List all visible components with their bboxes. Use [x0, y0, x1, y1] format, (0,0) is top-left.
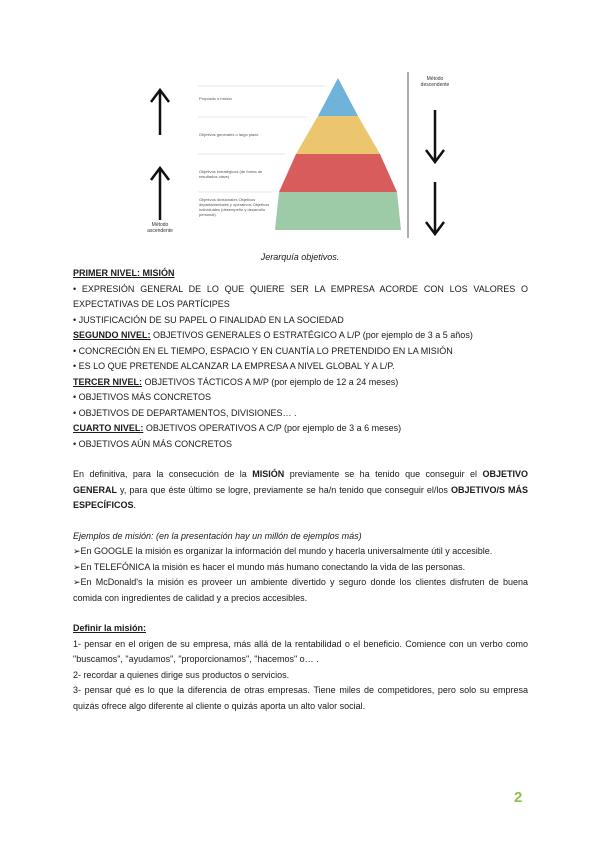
level-3-bullet: • OBJETIVOS DE DEPARTAMENTOS, DIVISIONES… .	[73, 407, 297, 418]
page-number: 2	[514, 789, 523, 806]
left-method-label: Método ascendente	[147, 222, 173, 234]
summary-text: previamente se ha tenido que conseguir el	[284, 469, 483, 479]
define-title: Definir la misión:	[73, 623, 147, 633]
summary-text: y, para que éste último se logre, previamente se ha/n tenido que conseguir el/los	[117, 484, 451, 495]
up-arrow-icon	[151, 90, 169, 135]
tier-3-label: Objetivos estratégicos (de forma de resultados clave)	[199, 169, 263, 179]
example-item: ➢En McDonald's la misión es proveer un ambiente divertido y seguro donde los clientes disfruten de buena comida con ingredientes de calidad y a precios accesibles.	[73, 577, 528, 603]
pyramid-tier-4	[275, 192, 401, 230]
level-3-title: TERCER NIVEL:	[73, 376, 143, 387]
down-arrow-icon	[426, 182, 444, 234]
summary-text: En definitiva, para la consecución de la	[73, 469, 253, 479]
up-arrow-icon	[151, 168, 169, 220]
summary-paragraph	[73, 467, 528, 514]
pyramid-tier-1	[318, 78, 358, 116]
right-method-label: Método descendente	[420, 76, 450, 88]
level-4-title: CUARTO NIVEL:	[73, 423, 144, 433]
pyramid-tier-2	[296, 116, 380, 154]
tier-2-label: Objetivos generales o largo plazo	[199, 132, 259, 137]
example-item: ➢En TELEFÓNICA la misión es hacer el mundo más humano conectando la vida de las personas.	[73, 561, 466, 572]
level-4-bullet: • OBJETIVOS AÚN MÁS CONCRETOS	[73, 438, 233, 449]
summary-bold: OBJETIVO/S MÁS ESPECÍFICOS	[73, 484, 528, 510]
level-2-bullet: • ES LO QUE PRETENDE ALCANZAR LA EMPRESA A NIVEL GLOBAL Y A L/P.	[73, 361, 395, 371]
summary-bold: OBJETIVO GENERAL	[73, 469, 528, 495]
pyramid-diagram	[140, 70, 460, 250]
level-4-desc: OBJETIVOS OPERATIVOS A C/P (por ejemplo de 3 a 6 meses)	[143, 423, 402, 433]
define-step: 2- recordar a quienes dirige sus productos o servicios.	[73, 669, 290, 680]
examples-title: Ejemplos de misión: (en la presentación hay un millón de ejemplos más)	[73, 530, 362, 541]
tier-1-label: Propósito o misión	[199, 96, 232, 101]
tier-4-label: Objetivos divisionales Objetivos departamentales y operativos Objetivos individuales (desempeño y desarrollo personal)	[199, 197, 270, 217]
level-3-bullet: • OBJETIVOS MÁS CONCRETOS	[73, 392, 212, 402]
pyramid-tier-3	[279, 154, 397, 192]
define-step: 3- pensar qué es lo que la diferencia de otras empresas. Tiene miles de competidores, pero solo su empresa quizás ofrece algo diferente al cliente o quizás aporta un alto valor social.	[73, 685, 528, 711]
level-1-bullet: • JUSTIFICACIÓN DE SU PAPEL O FINALIDAD EN LA SOCIEDAD	[73, 314, 344, 325]
summary-text: .	[133, 500, 137, 510]
level-2-desc: OBJETIVOS GENERALES O ESTRATÉGICO A L/P (por ejemplo de 3 a 5 años)	[150, 330, 473, 340]
define-step: 1- pensar en el origen de su empresa, más allá de la rentabilidad o el beneficio. Comience con un verbo como "buscamos", "ayudamos", "proporcionamos", "hacemos" o… .	[73, 638, 528, 664]
level-2-bullet: • CONCRECIÓN EN EL TIEMPO, ESPACIO Y EN CUANTÍA LO PRETENDIDO EN LA MISIÓN	[73, 345, 453, 356]
figure-caption: Jerarquía objetivos.	[260, 252, 340, 262]
hierarchy-figure	[140, 70, 460, 250]
example-item: ➢En GOOGLE la misión es organizar la información del mundo y hacerla universalmente útil y accesible.	[73, 546, 493, 556]
level-3-desc: OBJETIVOS TÁCTICOS A M/P (por ejemplo de 12 a 24 meses)	[142, 376, 399, 387]
level-2-title: SEGUNDO NIVEL:	[73, 330, 151, 340]
level-1-title: PRIMER NIVEL: MISIÓN	[73, 268, 175, 278]
down-arrow-icon	[426, 110, 444, 162]
level-1-bullet: • EXPRESIÓN GENERAL DE LO QUE QUIERE SER LA EMPRESA ACORDE CON LOS VALORES O EXPECTATIVAS DE LOS PARTÍCIPES	[73, 283, 528, 309]
summary-bold: MISIÓN	[252, 469, 285, 479]
body-text	[73, 266, 528, 714]
